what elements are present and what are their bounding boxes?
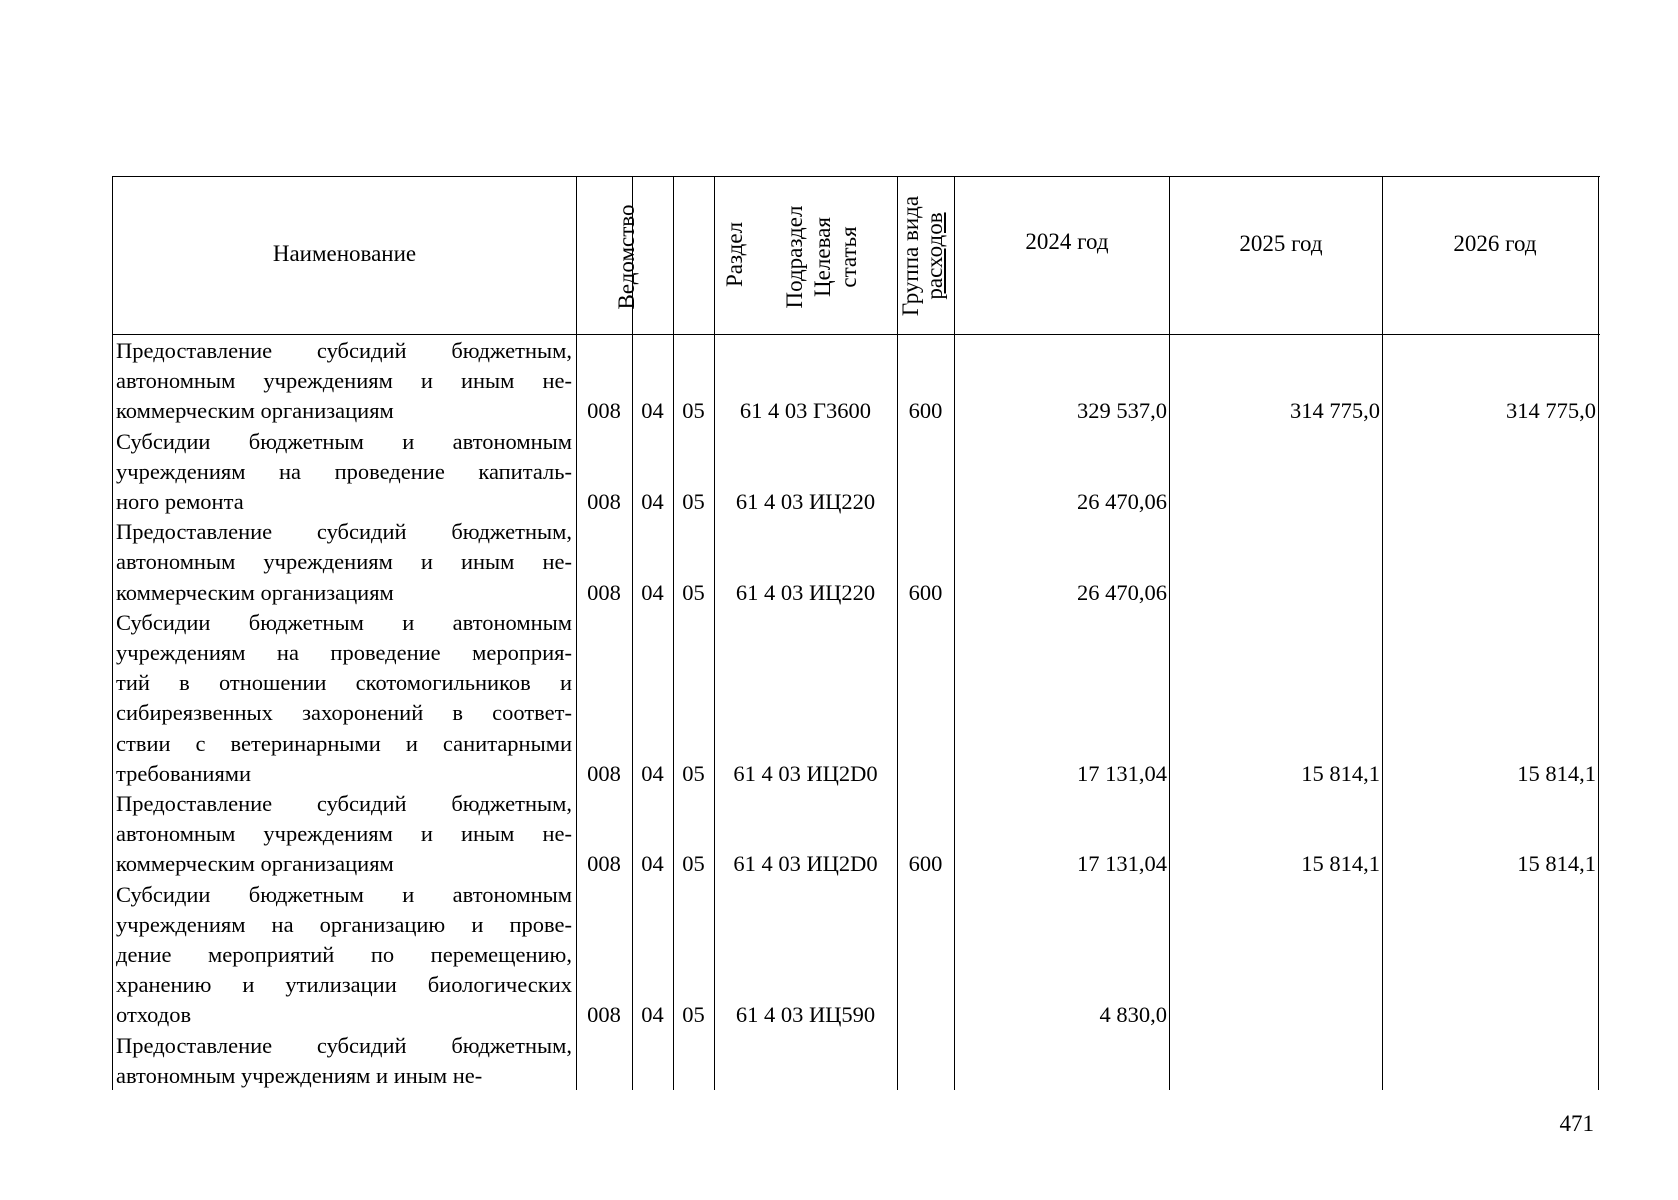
col-border-2024 <box>1169 176 1170 1090</box>
row-name-line: коммерческим организациям <box>116 851 394 877</box>
cell-y2025: 15 814,1 <box>1301 760 1380 786</box>
row-name <box>116 880 572 1031</box>
header-name: Наименование <box>272 241 417 266</box>
row-name-line: Субсидии бюджетным и автономным <box>116 881 572 907</box>
row-name-line: автономным учреждениям и иным не- <box>116 1062 483 1088</box>
header-bottom-border <box>112 334 1600 335</box>
col-border-right <box>1598 176 1599 1090</box>
header-2025: 2025 год <box>1239 231 1323 256</box>
cell-ved: 008 <box>587 851 621 877</box>
row-name <box>116 789 572 880</box>
row-name-line: автономным учреждениям и иным не- <box>116 368 572 394</box>
budget-table <box>112 176 1598 1090</box>
cell-celevaya: 61 4 03 Г3600 <box>739 398 872 424</box>
cell-celevaya: 61 4 03 ИЦ2D0 <box>733 851 878 877</box>
header-gruppa-line1: Группа вида <box>898 195 923 317</box>
cell-ved: 008 <box>587 1002 621 1028</box>
col-border-name <box>576 176 577 1090</box>
cell-razdel: 04 <box>641 579 664 605</box>
cell-podrazdel: 05 <box>682 851 705 877</box>
cell-celevaya: 61 4 03 ИЦ2D0 <box>733 760 878 786</box>
cell-podrazdel: 05 <box>682 579 705 605</box>
table-top-border <box>112 176 1600 177</box>
cell-celevaya: 61 4 03 ИЦ590 <box>735 1002 876 1028</box>
cell-ved: 008 <box>587 579 621 605</box>
row-name-line: коммерческим организациям <box>116 579 394 605</box>
row-name-line: Субсидии бюджетным и автономным <box>116 609 572 635</box>
row-name-line: тий в отношении скотомогильников и <box>116 670 572 696</box>
header-celevaya-line2: статья <box>836 226 861 288</box>
cell-gruppa: 600 <box>908 579 943 605</box>
header-celevaya <box>810 187 862 327</box>
cell-podrazdel: 05 <box>682 398 705 424</box>
col-border-left <box>112 176 113 1090</box>
cell-podrazdel: 05 <box>682 760 705 786</box>
header-gruppa-line2: расходов <box>922 212 947 300</box>
cell-y2024: 17 131,04 <box>1077 851 1167 877</box>
cell-razdel: 04 <box>641 1002 664 1028</box>
cell-razdel: 04 <box>641 760 664 786</box>
cell-y2026: 15 814,1 <box>1517 760 1596 786</box>
page-number: 471 <box>1559 1111 1594 1136</box>
col-border-podrazdel <box>714 176 715 1090</box>
cell-razdel: 04 <box>641 851 664 877</box>
row-name-line: учреждениям на проведение капиталь- <box>116 458 572 484</box>
col-border-2025 <box>1382 176 1383 1090</box>
row-name-line: автономным учреждениям и иным не- <box>116 549 572 575</box>
col-border-gruppa <box>954 176 955 1090</box>
header-celevaya-line1: Целевая <box>810 217 835 297</box>
cell-y2025: 314 775,0 <box>1290 398 1380 424</box>
cell-y2025: 15 814,1 <box>1301 851 1380 877</box>
row-name-line: ного ремонта <box>116 489 244 514</box>
row-name-line: Предоставление субсидий бюджетным, <box>116 791 572 816</box>
cell-y2024: 17 131,04 <box>1077 760 1167 786</box>
row-name <box>116 336 572 427</box>
cell-ved: 008 <box>587 398 621 424</box>
cell-y2024: 329 537,0 <box>1077 398 1167 424</box>
row-name <box>116 427 572 518</box>
row-name-line: сибиреязвенных захоронений в соответ- <box>116 700 572 726</box>
row-name-line: отходов <box>116 1002 192 1028</box>
row-name-line: учреждениям на организацию и прове- <box>116 911 572 937</box>
row-name-line: дение мероприятий по перемещению, <box>116 942 572 967</box>
row-name-line: требованиями <box>116 760 252 786</box>
header-vedomstvo: Ведомство <box>614 204 639 310</box>
row-name-line: Предоставление субсидий бюджетным, <box>116 338 572 363</box>
row-name-line: Предоставление субсидий бюджетным, <box>116 1032 572 1058</box>
row-name-line: коммерческим организациям <box>116 398 394 424</box>
cell-celevaya: 61 4 03 ИЦ220 <box>735 579 876 605</box>
header-2024: 2024 год <box>1025 229 1109 254</box>
row-name-line: автономным учреждениям и иным не- <box>116 821 572 847</box>
col-border-celevaya <box>897 176 898 1090</box>
cell-razdel: 04 <box>641 489 664 514</box>
cell-podrazdel: 05 <box>682 489 705 514</box>
row-name <box>116 608 572 789</box>
cell-ved: 008 <box>587 489 621 514</box>
header-podrazdel: Подраздел <box>782 205 807 309</box>
cell-podrazdel: 05 <box>682 1002 705 1028</box>
cell-y2024: 26 470,06 <box>1077 489 1167 514</box>
cell-celevaya: 61 4 03 ИЦ220 <box>735 489 876 514</box>
row-name-line: хранению и утилизации биологических <box>116 972 572 998</box>
row-name-line: Субсидии бюджетным и автономным <box>116 428 572 454</box>
header-razdel: Раздел <box>722 221 747 287</box>
row-name-line: учреждениям на проведение мероприя- <box>116 640 572 665</box>
cell-y2026: 314 775,0 <box>1506 398 1596 424</box>
col-border-razdel <box>673 176 674 1090</box>
cell-gruppa: 600 <box>908 851 943 877</box>
cell-gruppa: 600 <box>908 398 943 424</box>
row-name-line: Предоставление субсидий бюджетным, <box>116 519 572 545</box>
col-border-ved <box>632 176 633 1090</box>
cell-razdel: 04 <box>641 398 664 424</box>
cell-ved: 008 <box>587 760 621 786</box>
cell-y2026: 15 814,1 <box>1517 851 1596 877</box>
cell-y2024: 4 830,0 <box>1099 1002 1167 1028</box>
header-2026: 2026 год <box>1453 231 1537 256</box>
header-gruppa <box>899 184 951 328</box>
row-name-line: ствии с ветеринарными и санитарными <box>116 730 572 756</box>
row-name <box>116 517 572 608</box>
cell-y2024: 26 470,06 <box>1077 579 1167 605</box>
row-name <box>116 1031 572 1091</box>
